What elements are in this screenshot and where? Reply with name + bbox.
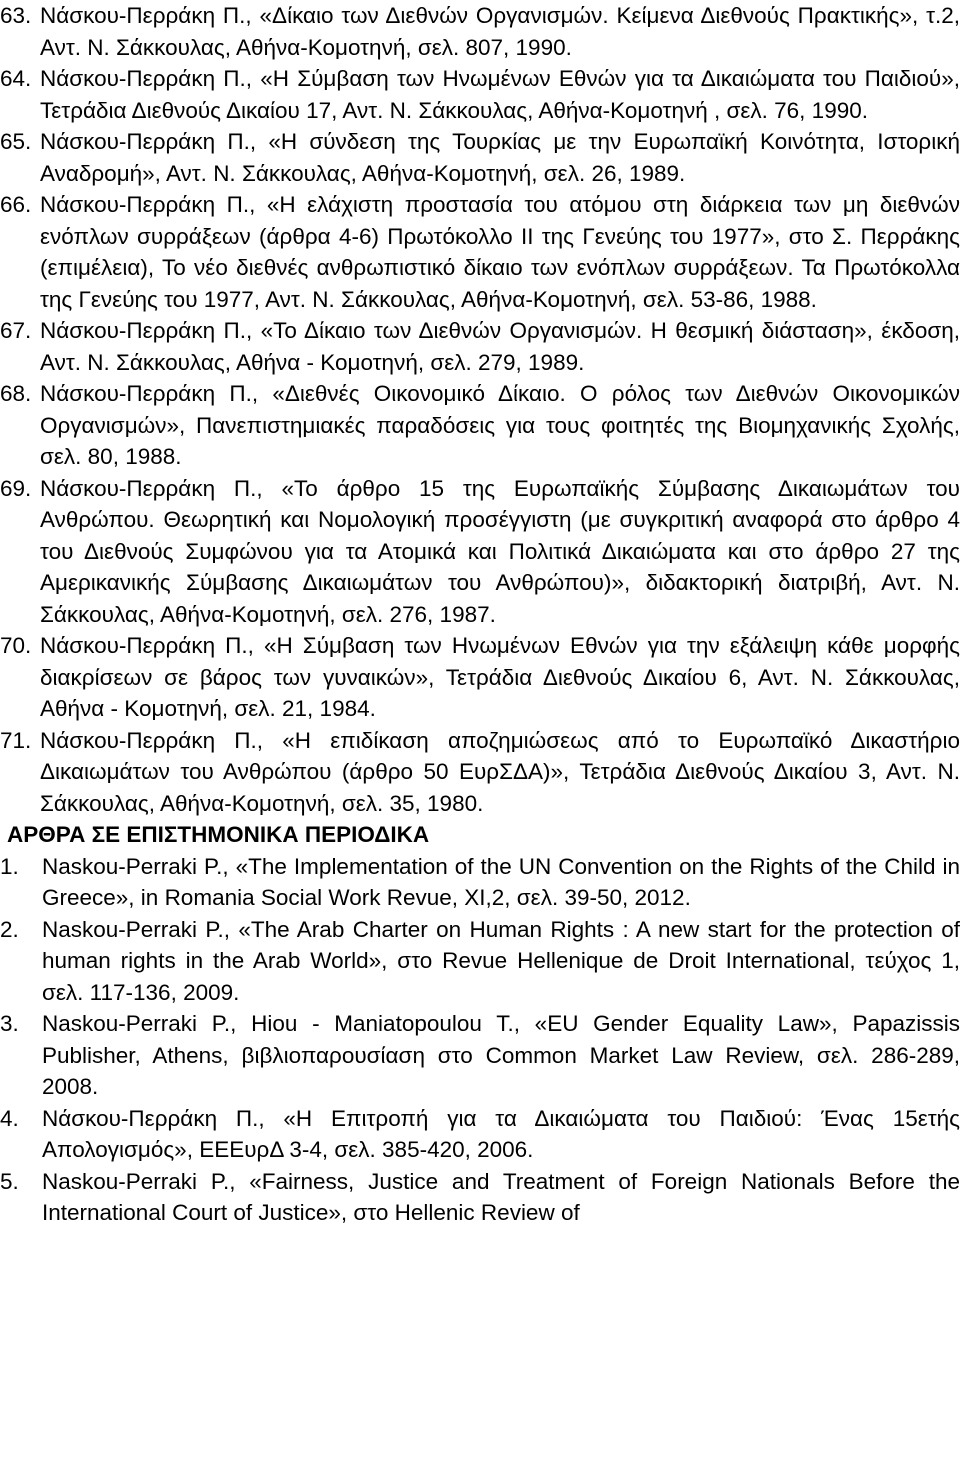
reference-number: 64. xyxy=(0,66,32,91)
reference-entry xyxy=(0,315,960,378)
reference-number: 3. xyxy=(0,1011,19,1036)
reference-text: Νάσκου-Περράκη Π., «Η επιδίκαση αποζημιώσεως από το Ευρωπαϊκό Δικαστήριο Δικαιωμάτων του Ανθρώπου (άρθρο 50 ΕυρΣΔΑ)», Τετράδια Διεθνούς Δικαίου 3, Αντ. Ν. Σάκκουλας, Αθήνα-Κομοτηνή, σελ. 35, 1980. xyxy=(40,727,960,816)
reference-text: Νάσκου-Περράκη Π., «Το άρθρο 15 της Ευρωπαϊκής Σύμβασης Δικαιωμάτων του Ανθρώπου. Θεωρητική και Νομολογική προσέγγιστη (με συγκριτική αναφορά στο άρθρο 4 του Διεθνούς Συμφώνου για τα Ατομικά και Πολιτικά Δικαιώματα και στο άρθρο 27 της Αμερικανικής Σύμβασης Δικαιωμάτων του Ανθρώπου)», διδακτορική διατριβή, Αντ. Ν. Σάκκουλας, Αθήνα-Κομοτηνή, σελ. 276, 1987. xyxy=(40,475,960,627)
reference-number: 70. xyxy=(0,633,32,658)
reference-entry xyxy=(0,189,960,315)
reference-text: Νάσκου-Περράκη Π., «Διεθνές Οικονομικό Δίκαιο. Ο ρόλος των Διεθνών Οικονομικών Οργανισμών», Πανεπιστημιακές παραδόσεις για τους φοιτητές της Βιομηχανικής Σχολής, σελ. 80, 1988. xyxy=(40,381,960,469)
reference-text: Νάσκου-Περράκη Π., «Η σύνδεση της Τουρκίας με την Ευρωπαϊκή Κοινότητα, Ιστορική Αναδρομή», Αντ. Ν. Σάκκουλας, Αθήνα-Κομοτηνή, σελ. 26, 1989. xyxy=(40,129,960,186)
reference-entry xyxy=(0,725,960,820)
reference-text: Νάσκου-Περράκη Π., «Δίκαιο των Διεθνών Οργανισμών. Κείμενα Διεθνούς Πρακτικής», τ.2, Αντ. Ν. Σάκκουλας, Αθήνα-Κομοτηνή, σελ. 807, 1990. xyxy=(40,3,960,60)
reference-list-articles xyxy=(0,851,960,1229)
reference-text: Νάσκου-Περράκη Π., «Η ελάχιστη προστασία του ατόμου στη διάρκεια των μη διεθνών ενόπλων συρράξεων (άρθρα 4-6) Πρωτόκολλο ΙΙ της Γενεύης του 1977», στο Σ. Περράκης (επιμέλεια), Το νέο διεθνές ανθρωπιστικό δίκαιο των ενόπλων συρράξεων. Τα Πρωτόκολλα της Γενεύης του 1977, Αντ. Ν. Σάκκουλας, Αθήνα-Κομοτηνή, σελ. 53-86, 1988. xyxy=(40,192,960,312)
reference-entry xyxy=(0,1008,960,1103)
reference-number: 4. xyxy=(0,1105,19,1131)
reference-entry xyxy=(0,378,960,473)
reference-entry xyxy=(0,914,960,1009)
reference-text: Νάσκου-Περράκη Π., «Η Σύμβαση των Ηνωμένων Εθνών για τα Δικαιώματα του Παιδιού», Τετράδια Διεθνούς Δικαίου 17, Αντ. Ν. Σάκκουλας, Αθήνα-Κομοτηνή , σελ. 76, 1990. xyxy=(40,66,960,123)
reference-number: 68. xyxy=(0,381,32,406)
reference-text: Νάσκου-Περράκη Π., «Το Δίκαιο των Διεθνών Οργανισμών. Η θεσμική διάσταση», έκδοση, Αντ. Ν. Σάκκουλας, Αθήνα - Κομοτηνή, σελ. 279, 1989. xyxy=(40,318,960,375)
reference-number: 66. xyxy=(0,192,32,217)
reference-entry xyxy=(0,0,960,63)
reference-text: Νάσκου-Περράκη Π., «Η Επιτροπή για τα Δικαιώματα του Παιδιού: Ένας 15ετής Απολογισμός», ΕΕΕυρΔ 3-4, σελ. 385-420, 2006. xyxy=(42,1105,960,1162)
reference-number: 65. xyxy=(0,129,32,154)
reference-number: 71. xyxy=(0,727,32,753)
reference-number: 63. xyxy=(0,3,32,28)
reference-entry xyxy=(0,63,960,126)
reference-number: 2. xyxy=(0,916,19,942)
reference-number: 5. xyxy=(0,1168,19,1194)
reference-text: Naskou-Perraki P., Hiou - Maniatopoulou T., «EU Gender Equality Law», Papazissis Publisher, Athens, βιβλιοπαρουσίαση στο Common Market Law Review, σελ. 286-289, 2008. xyxy=(42,1011,960,1099)
section-heading: ΑΡΘΡΑ ΣΕ ΕΠΙΣΤΗΜΟΝΙΚΑ ΠΕΡΙΟΔΙΚΑ xyxy=(7,822,430,847)
reference-entry xyxy=(0,473,960,631)
reference-entry xyxy=(0,630,960,725)
reference-entry xyxy=(0,126,960,189)
reference-number: 1. xyxy=(0,853,19,879)
reference-entry xyxy=(0,1166,960,1229)
reference-number: 67. xyxy=(0,318,32,343)
reference-text: Naskou-Perraki P., «Fairness, Justice and Treatment of Foreign Nationals Before the International Court of Justice», στο Hellenic Review of xyxy=(42,1168,960,1225)
reference-text: Naskou-Perraki P., «The Arab Charter on Human Rights : A new start for the protection of human rights in the Arab World», στο Revue Hellenique de Droit International, τεύχος 1, σελ. 117-136, 2009. xyxy=(42,916,960,1005)
reference-entry xyxy=(0,1103,960,1166)
reference-number: 69. xyxy=(0,475,32,501)
reference-text: Νάσκου-Περράκη Π., «Η Σύμβαση των Ηνωμένων Εθνών για την εξάλειψη κάθε μορφής διακρίσεων σε βάρος των γυναικών», Τετράδια Διεθνούς Δικαίου 6, Αντ. Ν. Σάκκουλας, Αθήνα - Κομοτηνή, σελ. 21, 1984. xyxy=(40,633,960,721)
reference-entry xyxy=(0,851,960,914)
reference-text: Naskou-Perraki P., «The Implementation of the UN Convention on the Rights of the Child in Greece», in Romania Social Work Revue, XI,2, σελ. 39-50, 2012. xyxy=(42,853,960,910)
